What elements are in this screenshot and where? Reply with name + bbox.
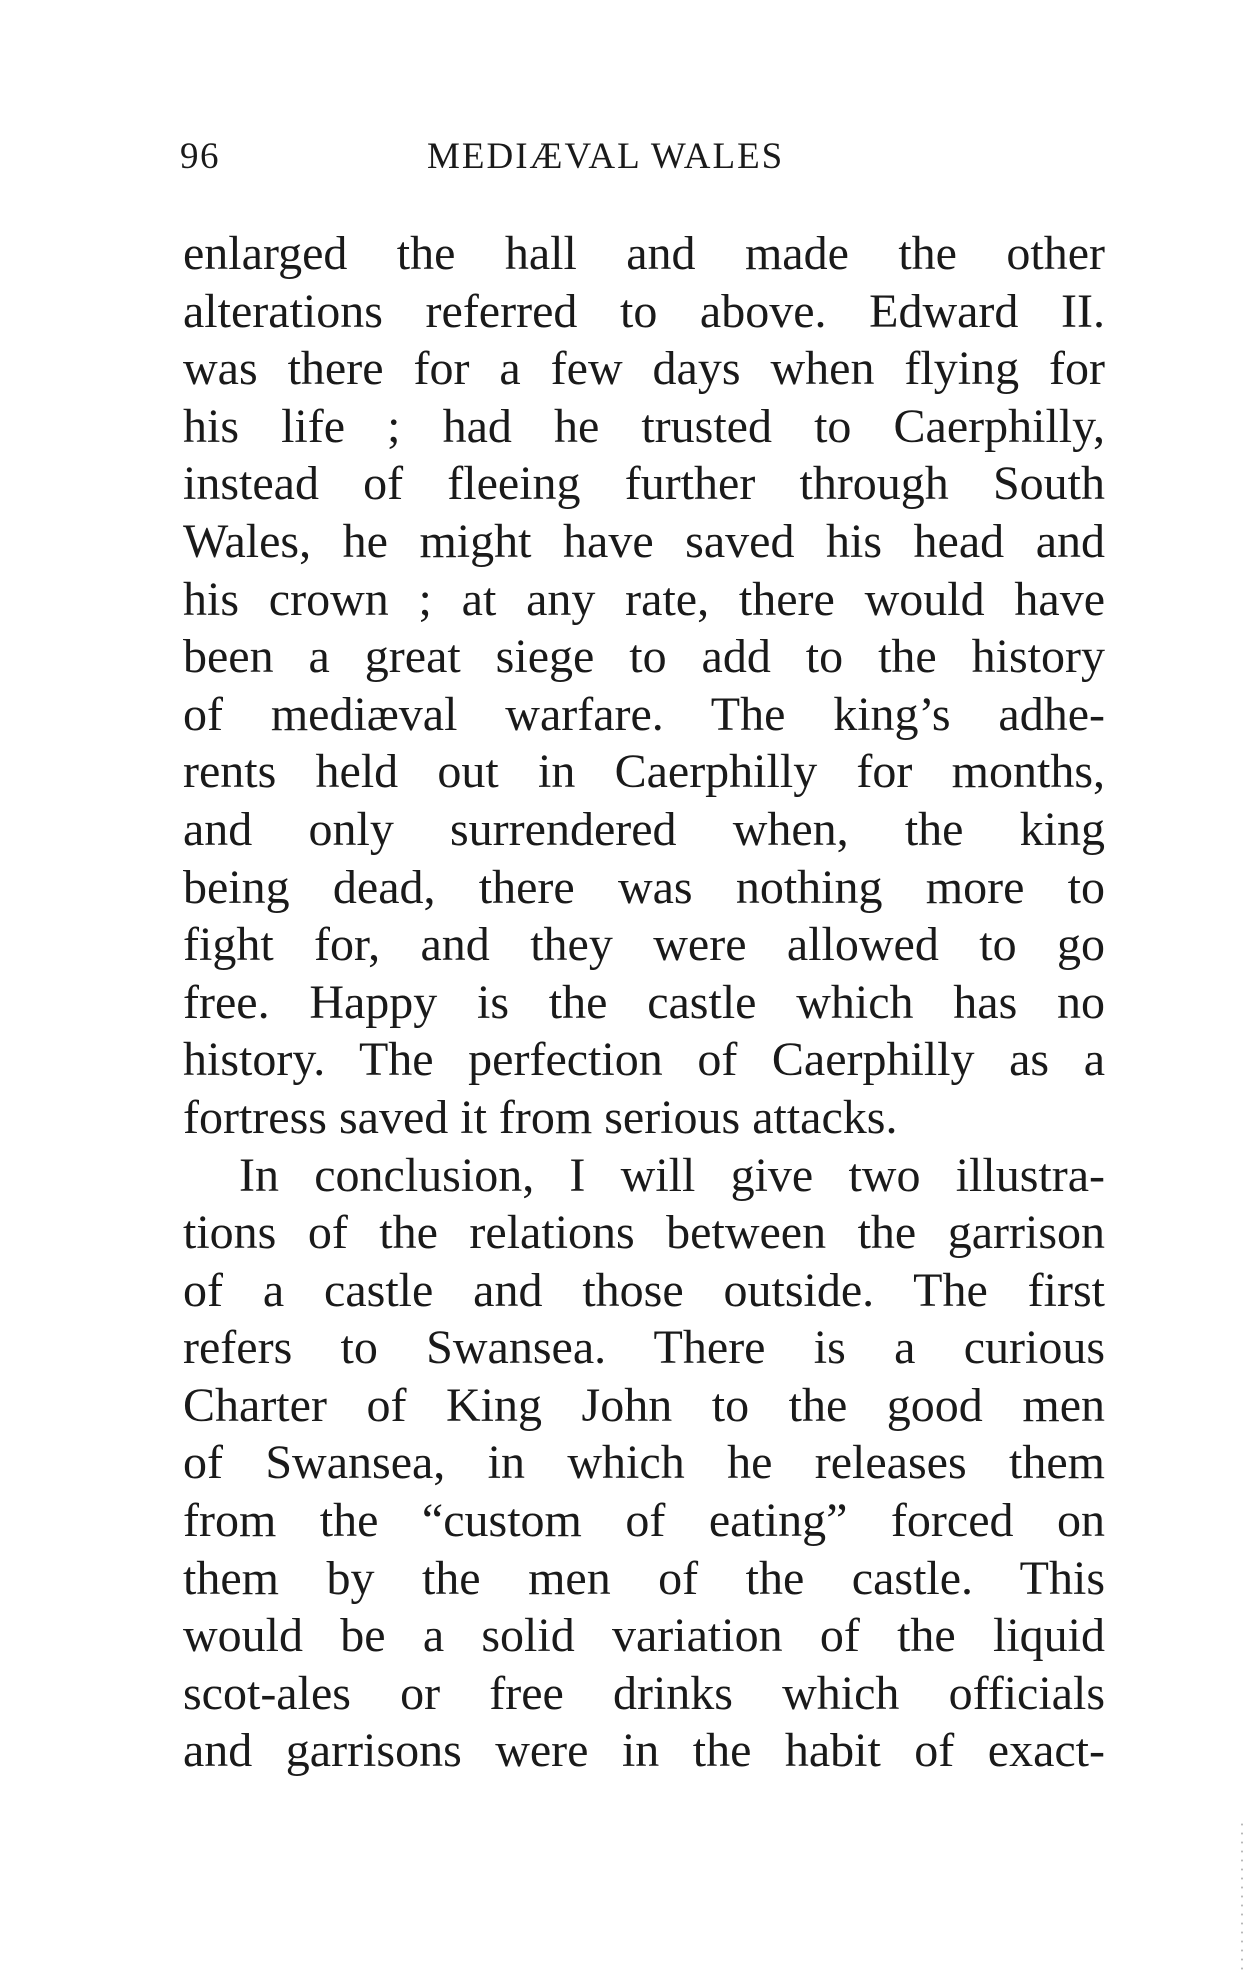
text-line: scot-ales or free drinks which officials	[183, 1666, 1105, 1720]
text-line: been a great siege to add to the history	[183, 630, 1105, 684]
page-number: 96	[180, 136, 220, 177]
text-line: of Swansea, in which he releases them	[183, 1436, 1105, 1490]
text-line: In conclusion, I will give two illustra-	[239, 1148, 1105, 1202]
text-line: fortress saved it from serious attacks.	[183, 1090, 898, 1144]
text-line: Charter of King John to the good men	[183, 1378, 1105, 1432]
text-line: from the “custom of eating” forced on	[183, 1494, 1105, 1548]
text-line: his crown ; at any rate, there would have	[183, 572, 1105, 626]
text-line: and garrisons were in the habit of exact-	[183, 1724, 1105, 1778]
text-line: fight for, and they were allowed to go	[183, 918, 1105, 972]
text-line: of mediæval warfare. The king’s adhe-	[183, 687, 1105, 741]
text-line: instead of fleeing further through South	[183, 457, 1105, 511]
text-line: alterations referred to above. Edward II.	[183, 284, 1105, 338]
text-line: was there for a few days when flying for	[183, 342, 1105, 396]
text-line: rents held out in Caerphilly for months,	[183, 745, 1105, 799]
text-line: and only surrendered when, the king	[183, 802, 1105, 856]
text-line: enlarged the hall and made the other	[183, 227, 1105, 280]
running-title: MEDIÆVAL WALES	[427, 136, 785, 177]
text-line: free. Happy is the castle which has no	[183, 975, 1105, 1029]
text-line: history. The perfection of Caerphilly as a	[183, 1033, 1105, 1087]
text-line: of a castle and those outside. The first	[183, 1263, 1105, 1317]
text-line: refers to Swansea. There is a curious	[183, 1321, 1105, 1375]
text-line: his life ; had he trusted to Caerphilly,	[183, 399, 1105, 453]
text-line: Wales, he might have saved his head and	[183, 514, 1105, 568]
page-edge-specks	[1240, 1820, 1244, 1970]
text-line: tions of the relations between the garrison	[183, 1206, 1105, 1260]
text-line: them by the men of the castle. This	[183, 1551, 1105, 1605]
running-head	[180, 135, 1100, 175]
text-line: being dead, there was nothing more to	[183, 860, 1105, 914]
text-line: would be a solid variation of the liquid	[183, 1609, 1105, 1663]
body-text	[183, 225, 1105, 1780]
